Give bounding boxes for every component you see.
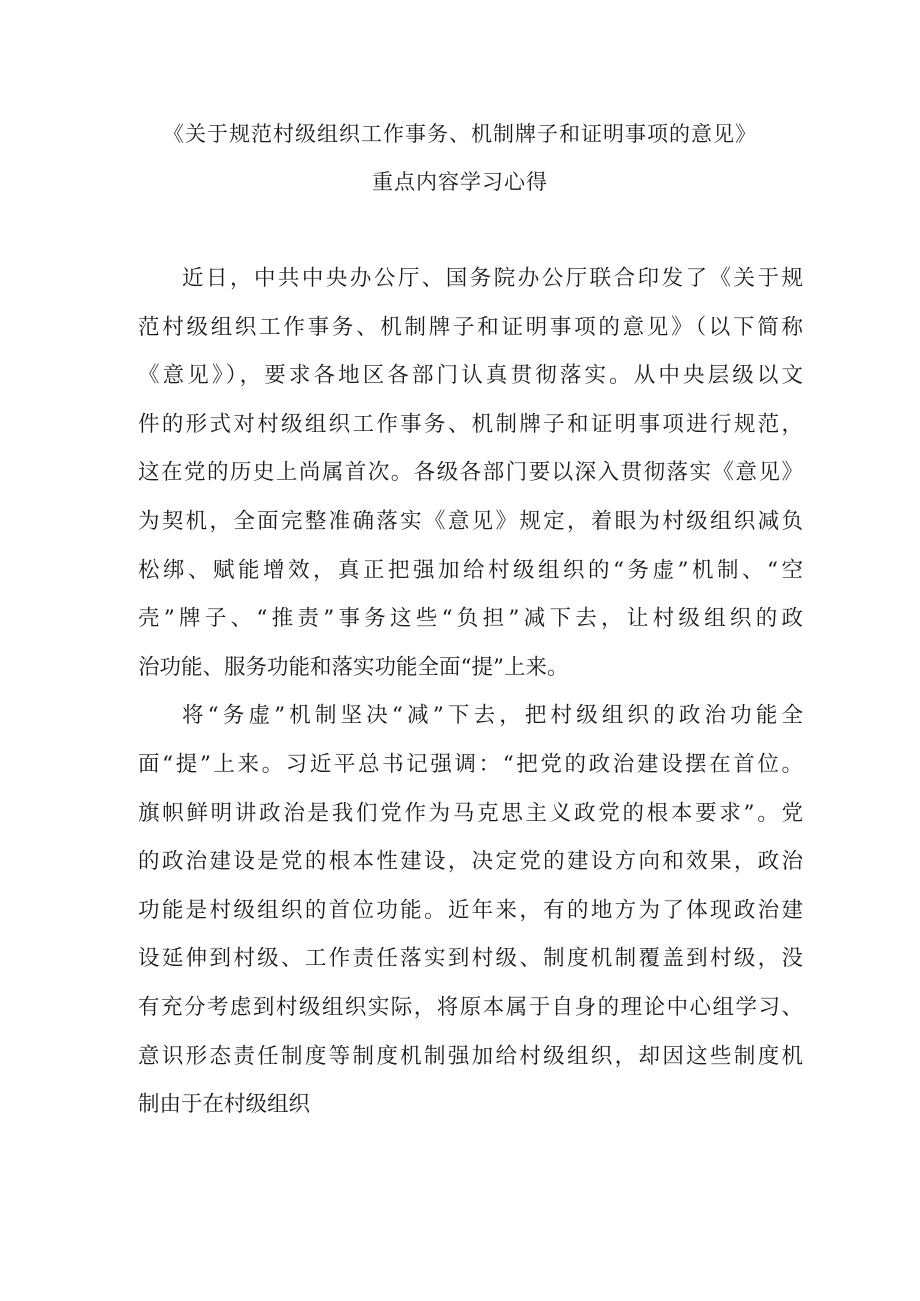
paragraph-line: 件的形式对村级组织工作事务、机制牌子和证明事项进行规范， [138, 411, 803, 437]
paragraph-line: 制由于在村级组织 [138, 1092, 311, 1118]
paragraph-line: 松绑、赋能增效，真正把强加给村级组织的“务虚”机制、“空 [138, 557, 803, 583]
paragraph-line: 壳”牌子、“推责”事务这些“负担”减下去，让村级组织的政 [138, 606, 803, 632]
paragraph-line: 有充分考虑到村级组织实际，将原本属于自身的理论中心组学习、 [138, 994, 803, 1020]
paragraph-line: 的政治建设是党的根本性建设，决定党的建设方向和效果，政治 [138, 849, 803, 875]
paragraph-line: 近日，中共中央办公厅、国务院办公厅联合印发了《关于规 [182, 266, 803, 291]
paragraph-line: 范村级组织工作事务、机制牌子和证明事项的意见》（以下简称 [138, 314, 803, 340]
paragraph-line: 面“提”上来。习近平总书记强调：“把党的政治建设摆在首位。 [138, 751, 803, 777]
paragraph-line: 这在党的历史上尚属首次。各级各部门要以深入贯彻落实《意见》 [138, 460, 803, 486]
paragraph-line: 设延伸到村级、工作责任落实到村级、制度机制覆盖到村级，没 [138, 946, 803, 972]
paragraph-line: 功能是村级组织的首位功能。近年来，有的地方为了体现政治建 [138, 897, 803, 923]
document-body [138, 255, 803, 1130]
paragraph-line: 《意见》），要求各地区各部门认真贯彻落实。从中央层级以文 [138, 363, 803, 389]
paragraph-line: 旗帜鲜明讲政治是我们党作为马克思主义政党的根本要求”。党 [138, 800, 803, 826]
paragraph-line: 将“务虚”机制坚决“减”下去，把村级组织的政治功能全 [182, 703, 803, 729]
document-title: 《关于规范村级组织工作事务、机制牌子和证明事项的意见》 [163, 122, 757, 146]
paragraph-line: 为契机，全面完整准确落实《意见》规定，着眼为村级组织减负 [138, 508, 803, 534]
document-subtitle: 重点内容学习心得 [372, 170, 548, 194]
paragraph-line: 治功能、服务功能和落实功能全面“提”上来。 [138, 654, 569, 680]
paragraph-line: 意识形态责任制度等制度机制强加给村级组织，却因这些制度机 [138, 1043, 803, 1069]
